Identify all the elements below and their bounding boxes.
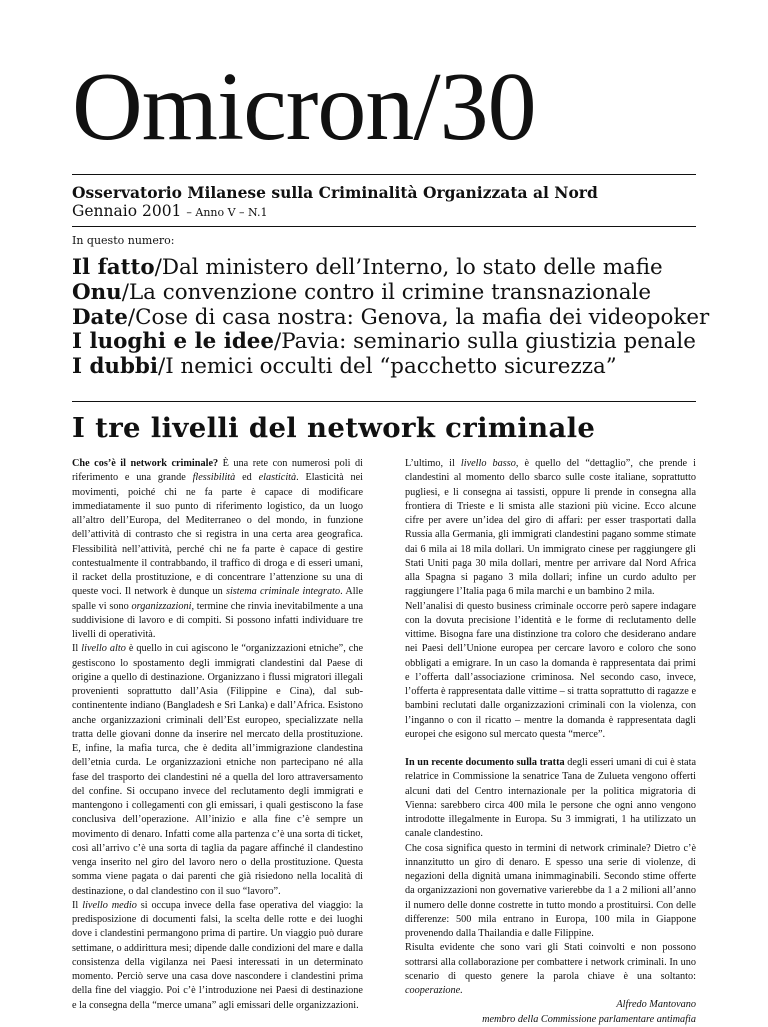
paragraph: Nell’analisi di questo business criminale occorre però sapere indagare con la dovuta precisione l’identità e le forme di reclutamento delle vittime. Bisogna fare una distinzione tra coloro che desiderano andare nei Paesi dell’Unione europea per cercare lavoro e coloro che sono obbligati a emigrare. In un caso la domanda è rappresentata dai primi e l’offerta dall’associazione criminosa. Nel secondo caso, invece, l’offerta è rappresentata dalle vittime – si tratta soprattutto di ragazze e bambini reclutati dalle organizzazioni criminali con la violenza, con l’inganno o con il ricatto – mentre la domanda è rappresentata dagli europei che esigono sul mercato questa “merce”. (405, 600, 696, 740)
article-column-right (405, 457, 696, 1027)
toc-title: /Dal ministero dell’Interno, lo stato delle mafie (154, 255, 663, 280)
text-run: L’ultimo, il (405, 458, 461, 469)
toc-item[interactable] (72, 256, 709, 281)
text-run: è quello in cui agiscono le “organizzazioni etniche”, che gestiscono lo spostamento degli immigrati clandestini dal Paese di origine a quello di destinazione. Organizzano i flussi migratori illegali provenienti soprattutto dall’Asia (Filippine e Cina), dal sub-continentente indiano (Bangladesh e Srì Lanka) e dall’Africa. Esistono anche organizzazioni criminali dell’Est europeo, specializzate nella tratta delle giovani donne da inserire nel mercato della prostituzione. E, infine, la mafia turca, che è dedita all’immigrazione clandestina dell’etnia curda. Le organizzazioni etniche non partecipano né alla fase del trasporto dei clandestini né a quella del loro attraversamento del confine. Si occupano invece del reclutamento degli immigrati e mantengono i collegamenti con gli emissari, i quali gestiscono la fase conclusiva dell’operazione. All’inizio e alla fine c’è sempre un movimento di denaro. Infatti come alla partenza c’è una sorta di ticket, così all’arrivo c’è una sorta di taglia da pagare affinché il clandestino venga inserito nel giro del lavoro nero o della prostituzione. Questa somma viene pagata o dai parenti che già risiedono nella località di destinazione, o dal clandestino con il suo “lavoro”. (72, 643, 364, 897)
paragraph (72, 457, 363, 642)
emphasis: cooperazione. (405, 985, 463, 996)
masthead-title: Omicron/30 (72, 53, 536, 161)
issue-number: – Anno V – N.1 (186, 206, 268, 219)
toc-item[interactable] (72, 281, 709, 306)
emphasis: organizzazioni (131, 600, 192, 612)
text-run: , termine che rinvia inevitabilmente a una suddivisione di lavoro e di compiti. Si possono infatti individuare tre livelli di operatività. (72, 600, 364, 640)
emphasis: livello alto (81, 643, 126, 655)
text-run: Il (72, 899, 83, 911)
article-headline: I tre livelli del network criminale (72, 412, 596, 444)
paragraph-lead: Che cos’è il network criminale? (72, 458, 219, 469)
text-run: . Elasticità nei movimenti, poiché chi ne fa parte è capace di modificare immediatamente il suo punto di riferimento logistico, da un luogo all’altro dell’Europa, del Mediterraneo o del mondo, in funzione dell’attività di contrasto che si registra in una certa area geografica. Flessibilità nell’attività, perché chi ne fa parte è capace di gestire contestualmente il contrabbando, il traffico di droga e di esseri umani, il racket della prostituzione, e di concentrare l’attenzione su una di queste voci. Il network è dunque un (72, 472, 363, 598)
paragraph (72, 642, 363, 899)
author-name: Alfredo Mantovano (616, 999, 696, 1011)
article-column-left (72, 457, 363, 1013)
toc-section: I dubbi (72, 354, 159, 380)
divider-subtitle (72, 226, 696, 227)
paragraph-lead: In un recente documento sulla tratta (405, 757, 565, 768)
toc-item[interactable] (72, 306, 709, 331)
paragraph: Che cosa significa questo in termini di network criminale? Dietro c’è innanzitutto un giro di denaro. E spesso una serie di violenze, di negazioni della dignità umana inimmaginabili. Secondo stime offerte da organizzazioni non governative varierebbe da 1 a 2 milioni all’anno il numero delle donne costrette in tutto mondo a prostituirsi. Con delle differenze: 500 mila entrano in Europa, 100 mila in Giappone provenendo dalla Thailandia e dalle Filippine. (405, 842, 696, 939)
divider-headline (72, 401, 696, 402)
issue-date (72, 202, 267, 220)
text-run: Risulta evidente che sono vari gli Stati coinvolti e non possono sottrarsi alla collaborazione per combattere i network criminali. In uno scenario di questo genere la parola chiave è una soltanto: (405, 942, 696, 982)
text-run: È una rete con numerosi poli di riferimento e una grande (72, 458, 363, 484)
toc-item[interactable] (72, 355, 709, 380)
toc-label: In questo numero: (72, 234, 175, 247)
text-run: ed (235, 472, 259, 484)
toc-title: /La convenzione contro il crimine transnazionale (121, 279, 651, 305)
paragraph (405, 756, 696, 842)
emphasis: flessibilità (192, 472, 236, 484)
text-run: si occupa invece della fase operativa del viaggio: la predisposizione di documenti falsi, la scelta delle rotte e dei luoghi dove i clandestini permangono prima di partire. Un viaggio può durare settimane, o addirittura mesi; dipende dalle condizioni del mare e dalla consistenza della vigilanza nei Paesi interessati in un determinato momento. Perciò serve una casa dove nascondere i clandestini prima della fine del viaggio. Poi c’è l’introduzione nei Paesi di destinazione e la consegna della “merce umana” agli emissari delle organizzazioni. (72, 899, 364, 1011)
text-run: Il (72, 643, 82, 655)
emphasis: sistema criminale integrato (225, 586, 341, 598)
paragraph (405, 941, 696, 998)
toc-title: /Pavia: seminario sulla giustizia penale (274, 329, 696, 355)
toc-section: Onu (72, 279, 122, 305)
toc-title: /Cose di casa nostra: Genova, la mafia dei videopoker (127, 304, 710, 330)
date-text: Gennaio 2001 (72, 202, 182, 220)
toc-title: /I nemici occulti del “pacchetto sicurezza” (158, 354, 617, 380)
table-of-contents (72, 256, 709, 380)
author-role: membro della Commissione parlamentare antimafia (482, 1013, 696, 1025)
paragraph (72, 899, 363, 1013)
text-run: . Alle spalle vi sono (72, 586, 363, 612)
emphasis: elasticità (258, 472, 297, 484)
text-run: , è quello del “dettaglio”, che prende i clandestini al momento dello sbarco sulle coste italiane, soprattutto pugliesi, e li consegna ai tassisti, oppure li prende in consegna alla frontiera di Trieste e li smista alle stazioni più vicine. Ecco alcune cifre per avere un’idea del giro di affari: per esser trasportati dalla Russia alla Germania, gli immigrati clandestini pagano somme stimate dai 6 mila ai 18 mila dollari. Un immigrato cinese per raggiungere gli Stati Uniti paga 30 mila dollari, mentre per arrivare dal Nord Africa alla Spagna si pagano 3 mila dollari; infine un curdo adulto per raggiungere l’Italia paga 6 mila marchi e un bambino 2 mila. (405, 458, 697, 598)
paragraph (405, 457, 696, 600)
publisher-name: Osservatorio Milanese sulla Criminalità Organizzata al Nord (72, 183, 598, 202)
toc-section: Il fatto (72, 255, 155, 280)
emphasis: livello medio (82, 899, 137, 911)
toc-item[interactable] (72, 330, 709, 355)
toc-section: I luoghi e le idee (72, 329, 275, 355)
emphasis: livello basso (460, 458, 516, 469)
divider-top (72, 174, 696, 175)
text-run: degli esseri umani di cui è stata relatrice in Commissione la senatrice Tana de Zulueta vengono offerti alcuni dati del Centro internazionale per la politica migratoria di Vienna: sarebbero circa 400 mila le persone che ogni anno vengono introdotte illegalmente in Europa. Su 3 immigrati, 1 ha utilizzato un canale clandestino. (405, 757, 697, 840)
toc-section: Date (72, 304, 128, 330)
